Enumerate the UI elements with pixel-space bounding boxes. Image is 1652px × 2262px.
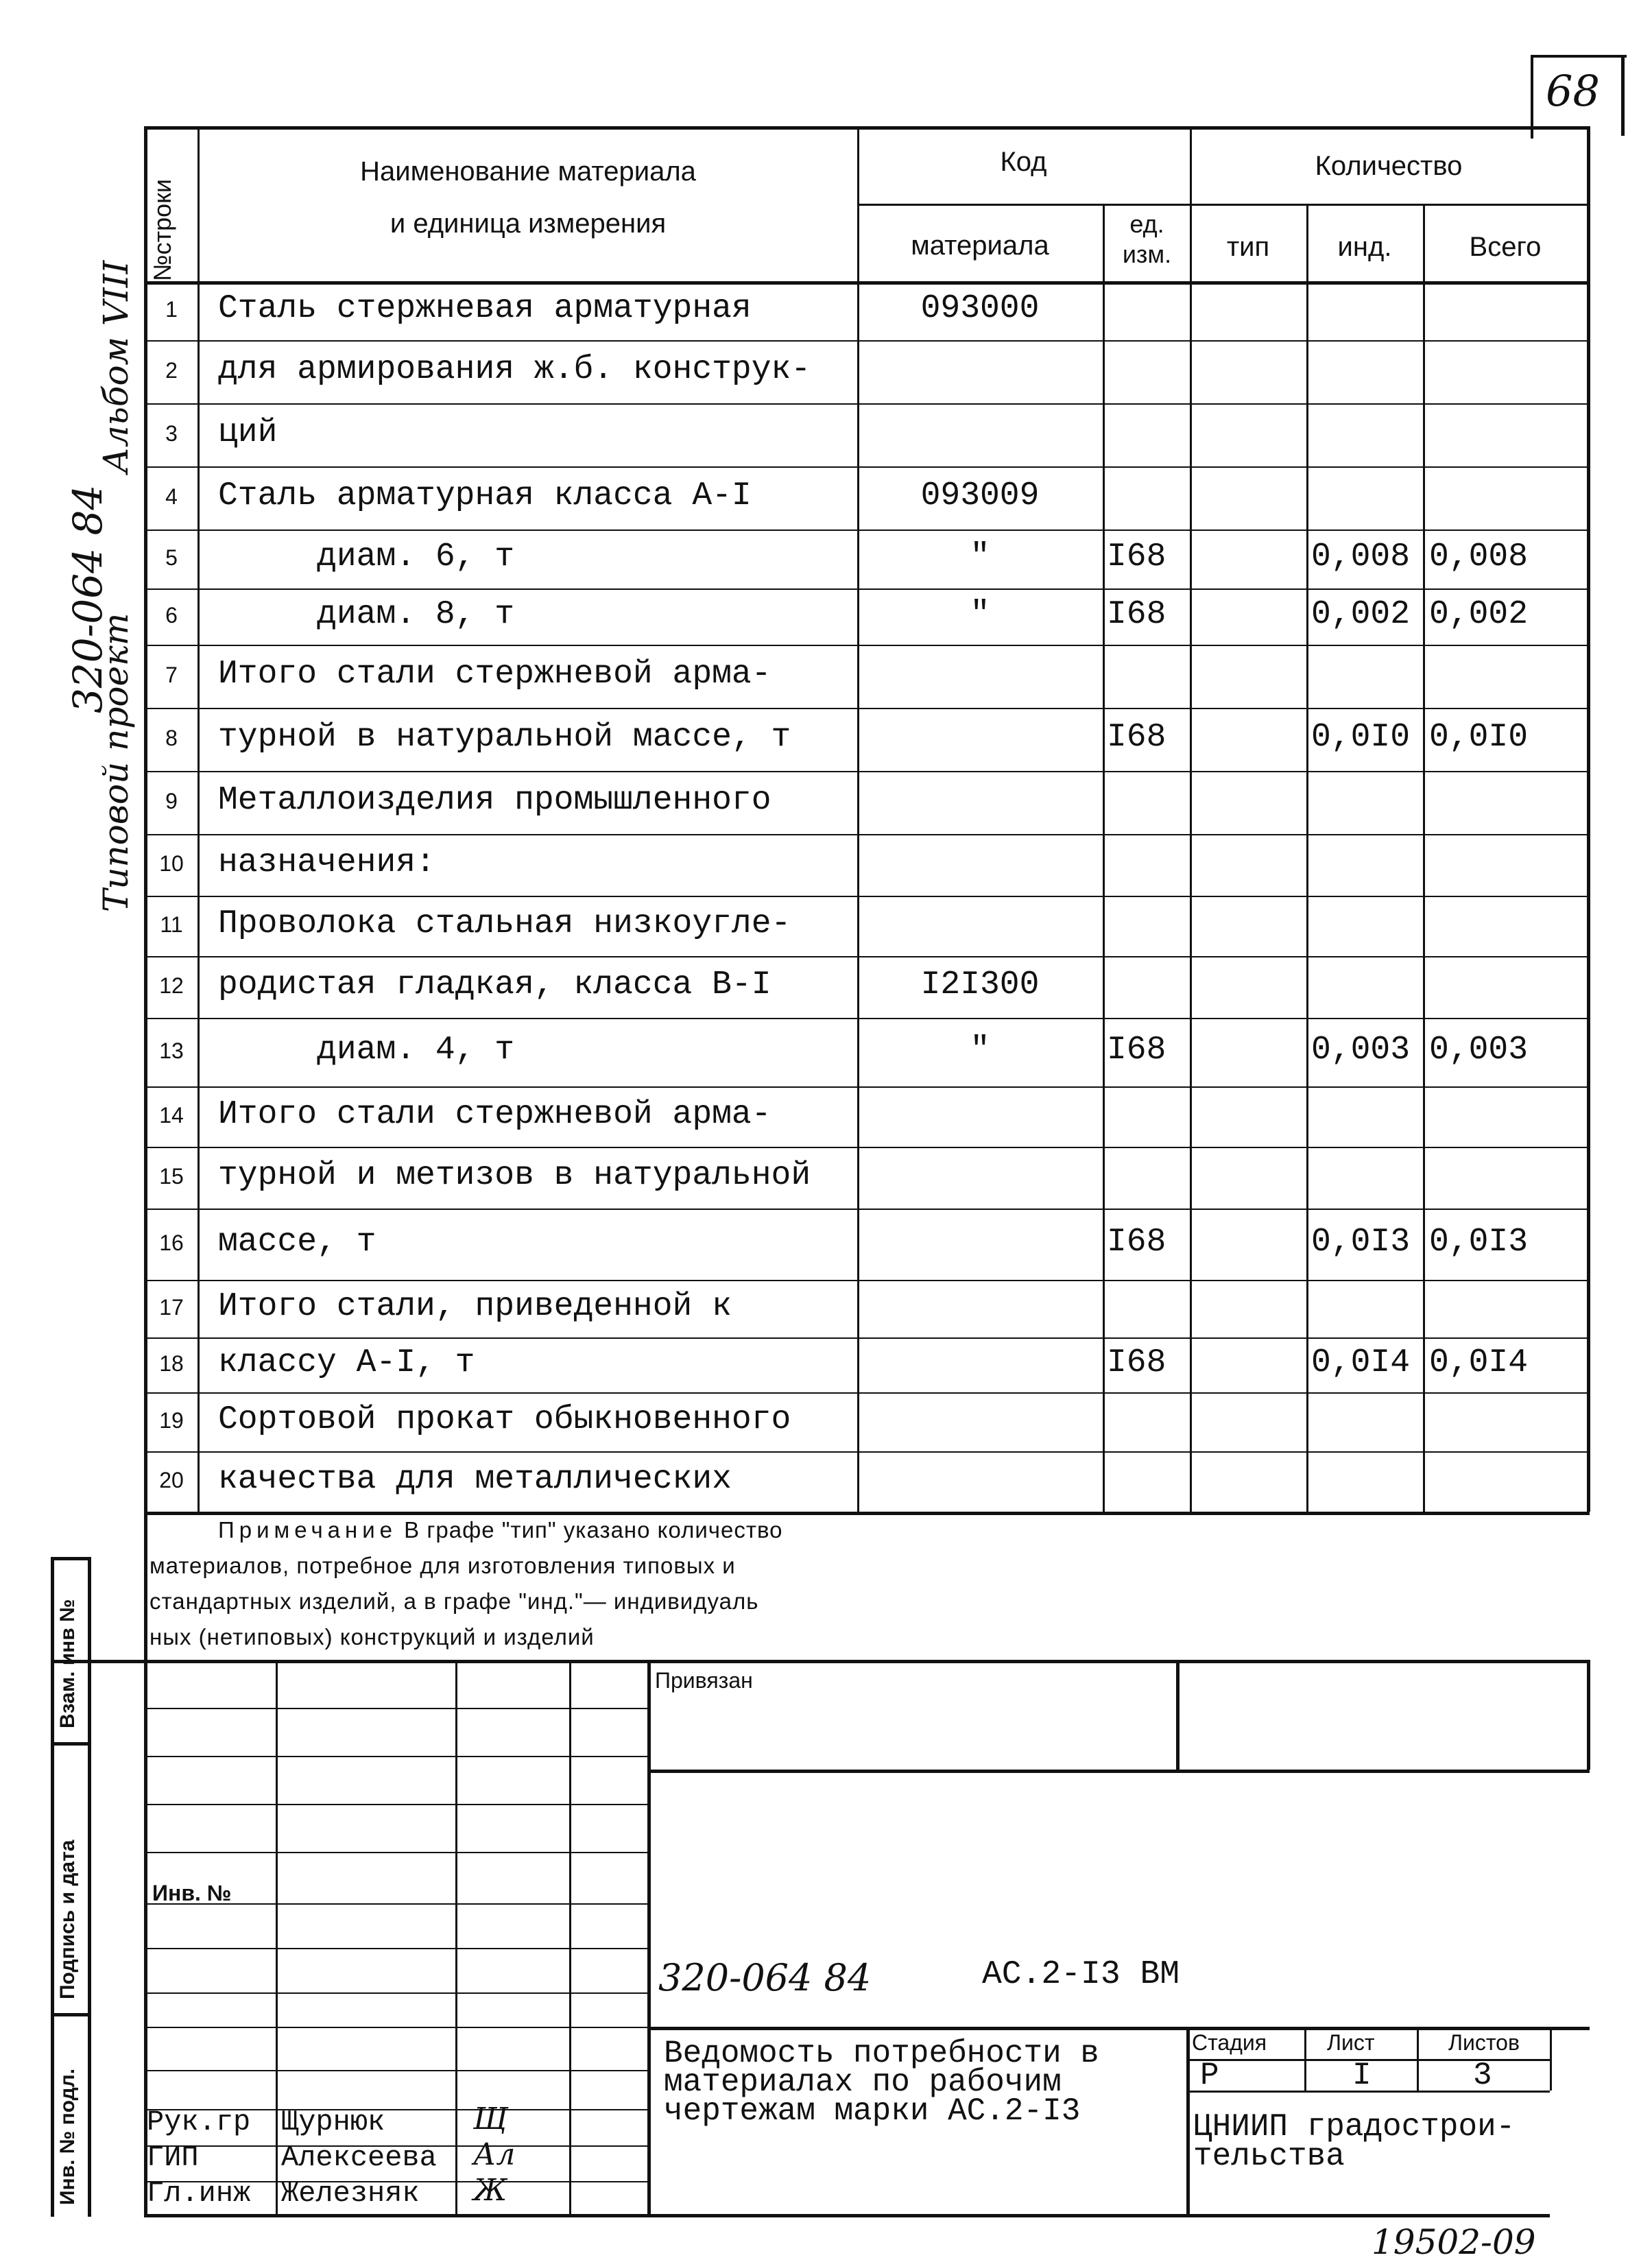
col-typ-border xyxy=(1306,204,1308,1512)
cell-name: для армирования ж.б. конструк- xyxy=(218,351,811,388)
cell-n: 13 xyxy=(159,1038,184,1063)
signer-name: Железняк xyxy=(281,2177,420,2210)
margin-album: Альбом VIII xyxy=(96,260,136,473)
row-divider xyxy=(144,834,1588,835)
table-right-border xyxy=(1587,126,1590,1512)
row-divider xyxy=(144,1337,1588,1339)
sheet-value: I xyxy=(1352,2058,1372,2093)
side-label-podpis: Подпись и дата xyxy=(56,1840,79,1999)
stamp-grid-row xyxy=(144,1804,647,1805)
side-label-vzam: Взам. инв № xyxy=(56,1599,79,1728)
stage-col1 xyxy=(1304,2027,1306,2091)
cell-name: Сталь стержневая арматурная xyxy=(218,290,752,327)
cell-unit: I68 xyxy=(1107,596,1166,633)
stamp-grid-col1 xyxy=(276,1660,278,2217)
cell-name: Итого стали стержневой арма- xyxy=(218,656,771,693)
cell-name: родистая гладкая, класса В-I xyxy=(218,966,771,1003)
stage-col3 xyxy=(1550,2027,1552,2091)
cell-name: диам. 4, т xyxy=(218,1032,515,1069)
row-divider xyxy=(144,1280,1588,1281)
signature: Ал xyxy=(473,2137,516,2172)
cell-code: I2I300 xyxy=(920,966,1040,1003)
cell-n: 14 xyxy=(159,1103,184,1128)
row-divider xyxy=(144,956,1588,957)
cell-unit: I68 xyxy=(1107,719,1166,756)
cell-ind: 0,0I3 xyxy=(1311,1224,1411,1261)
cell-code: 093009 xyxy=(920,477,1040,514)
stage-value: Р xyxy=(1200,2058,1219,2093)
cell-name: Сортовой прокат обыкновенного xyxy=(218,1401,791,1438)
org-line2: тельства xyxy=(1193,2139,1345,2174)
cell-n: 1 xyxy=(165,297,178,322)
signature: Щ xyxy=(473,2102,508,2136)
header-name-line1: Наименование материала xyxy=(360,156,696,187)
stamp-top-border xyxy=(51,1660,1590,1663)
col-unit-border xyxy=(1190,126,1192,1512)
stamp-grid-row xyxy=(144,1708,647,1709)
cell-name: Металлоизделия промышленного xyxy=(218,782,771,819)
table-top-border xyxy=(144,126,1590,130)
stamp-right-border-top xyxy=(1587,1660,1590,1770)
header-total: Всего xyxy=(1469,232,1542,262)
note-title-word: Примечание xyxy=(218,1517,398,1543)
cell-total: 0,0I4 xyxy=(1429,1344,1529,1381)
header-ind: инд. xyxy=(1337,232,1392,262)
cell-name: турной и метизов в натуральной xyxy=(218,1157,811,1194)
cell-ind: 0,002 xyxy=(1311,596,1411,633)
signature: Ж xyxy=(473,2173,507,2208)
sheets-value: 3 xyxy=(1473,2058,1492,2093)
cell-n: 18 xyxy=(159,1351,184,1376)
cell-name: Сталь арматурная класса А-I xyxy=(218,477,752,514)
signer-role: ГИП xyxy=(147,2141,199,2174)
cell-ind: 0,008 xyxy=(1311,538,1411,575)
cell-total: 0,0I3 xyxy=(1429,1224,1529,1261)
col-code-border xyxy=(1103,204,1105,1512)
doc-number-handwritten: 320-064 84 xyxy=(658,1956,872,1999)
row-divider xyxy=(144,1147,1588,1148)
stamp-grid-row xyxy=(144,1992,647,1994)
stage-col2 xyxy=(1417,2027,1419,2091)
org-line1: ЦНИИП градострои- xyxy=(1193,2109,1516,2145)
page-number-box-edge xyxy=(1621,55,1625,136)
cell-name: Проволока стальная низкоугле- xyxy=(218,905,791,942)
row-divider xyxy=(144,588,1588,590)
cell-n: 9 xyxy=(165,789,178,813)
header-split-line xyxy=(857,204,1590,206)
page-number: 68 xyxy=(1546,66,1600,116)
row-divider xyxy=(144,708,1588,709)
cell-n: 20 xyxy=(159,1468,184,1492)
stamp-grid-col2 xyxy=(455,1660,457,2217)
cell-code: " xyxy=(970,538,990,575)
archive-number: 19502-09 xyxy=(1372,2222,1536,2262)
side-strip-top xyxy=(51,1557,88,1560)
note-line3: стандартных изделий, а в графе "инд."— индивидуаль xyxy=(149,1588,759,1614)
header-unit-line1: ед. xyxy=(1129,210,1164,238)
side-strip-sep2 xyxy=(51,2013,88,2016)
stamp-grid-row xyxy=(144,2027,647,2028)
cell-name: качества для металлических xyxy=(218,1461,732,1498)
signer-name: Щурнюк xyxy=(281,2106,385,2139)
note-line4: ных (нетиповых) конструкций и изделий xyxy=(149,1624,595,1650)
side-strip-inner xyxy=(88,1557,91,2217)
note-title xyxy=(218,1517,782,1543)
row-divider xyxy=(144,1451,1588,1453)
header-quantity: Количество xyxy=(1315,151,1463,181)
title-line2: материалах по рабочим xyxy=(664,2064,1062,2100)
margin-project-number: 320-064 84 xyxy=(64,484,111,713)
row-divider xyxy=(144,403,1588,405)
cell-n: 2 xyxy=(165,358,178,383)
col-name-border xyxy=(857,126,859,1512)
cell-unit: I68 xyxy=(1107,538,1166,575)
row-divider xyxy=(144,896,1588,897)
note-line2: материалов, потребное для изготовления типовых и xyxy=(149,1553,736,1578)
cell-n: 4 xyxy=(165,484,178,509)
privyazan-bottom-border xyxy=(647,1770,1590,1773)
header-row-number: №строки xyxy=(148,178,176,281)
cell-n: 11 xyxy=(160,912,183,937)
cell-unit: I68 xyxy=(1107,1344,1166,1381)
cell-ind: 0,003 xyxy=(1311,1032,1411,1069)
cell-n: 3 xyxy=(165,421,178,446)
stage-block-left xyxy=(1186,2027,1190,2217)
cell-name: классу А-I, т xyxy=(218,1344,475,1381)
header-typ: тип xyxy=(1226,232,1270,262)
cell-n: 5 xyxy=(165,545,178,570)
privyazan-label: Привязан xyxy=(655,1668,753,1693)
cell-n: 17 xyxy=(159,1295,184,1320)
sheet-label: Лист xyxy=(1327,2030,1375,2055)
side-strip-sep1 xyxy=(51,1742,88,1746)
cell-unit: I68 xyxy=(1107,1032,1166,1069)
cell-ind: 0,0I0 xyxy=(1311,719,1411,756)
side-strip-left xyxy=(51,1557,54,2217)
inv-no-label: Инв. № xyxy=(152,1881,232,1905)
cell-name: турной в натуральной массе, т xyxy=(218,719,791,756)
header-name-line2: и единица измерения xyxy=(390,209,667,239)
cell-n: 15 xyxy=(159,1164,184,1189)
cell-n: 7 xyxy=(165,663,178,687)
cell-name: Итого стали, приведенной к xyxy=(218,1288,732,1325)
sheets-label: Листов xyxy=(1448,2030,1520,2055)
cell-name: назначения: xyxy=(218,844,435,881)
row-divider xyxy=(144,771,1588,772)
stamp-grid-row xyxy=(144,1852,647,1853)
header-bottom-border xyxy=(144,281,1590,285)
signer-role: Рук.гр xyxy=(147,2106,251,2139)
row-divider xyxy=(144,1086,1588,1088)
cell-total: 0,002 xyxy=(1429,596,1529,633)
header-material: материала xyxy=(911,230,1049,261)
stamp-grid-row xyxy=(144,1756,647,1757)
cell-n: 6 xyxy=(165,603,178,628)
cell-n: 19 xyxy=(159,1408,184,1433)
cell-name: диам. 8, т xyxy=(218,596,515,633)
stamp-grid-row xyxy=(144,2070,647,2071)
title-line1: Ведомость потребности в xyxy=(664,2036,1099,2071)
cell-name: массе, т xyxy=(218,1224,376,1261)
cell-ind: 0,0I4 xyxy=(1311,1344,1411,1381)
cell-name: ций xyxy=(218,414,278,451)
cell-n: 10 xyxy=(159,851,184,876)
row-divider xyxy=(144,1392,1588,1394)
row-divider xyxy=(144,645,1588,646)
row-divider xyxy=(144,529,1588,531)
cell-n: 12 xyxy=(159,973,184,998)
stamp-grid-col3 xyxy=(569,1660,571,2217)
header-unit-line2: изм. xyxy=(1122,240,1172,268)
row-divider xyxy=(144,1209,1588,1210)
stamp-grid-row xyxy=(144,1948,647,1949)
cell-total: 0,0I0 xyxy=(1429,719,1529,756)
note-top-border xyxy=(144,1512,1590,1515)
header-code: Код xyxy=(1000,147,1047,177)
doc-code: АС.2-I3 ВМ xyxy=(982,1956,1180,1993)
title-line3: чертежам марки АС.2-I3 xyxy=(664,2093,1081,2129)
cell-code: " xyxy=(970,1032,990,1069)
signer-role: Гл.инж xyxy=(147,2177,251,2210)
margin-typovoy: Типовой проект xyxy=(96,612,136,912)
privyazan-split xyxy=(1176,1660,1180,1770)
stamp-grid-right xyxy=(647,1660,651,2217)
signer-name: Алексеева xyxy=(281,2141,437,2174)
row-divider xyxy=(144,466,1588,468)
cell-code: 093000 xyxy=(920,290,1040,327)
row-divider xyxy=(144,340,1588,342)
stamp-bottom-border xyxy=(144,2214,1550,2217)
cell-n: 8 xyxy=(165,726,178,750)
stage-label: Стадия xyxy=(1192,2030,1267,2055)
col-ind-border xyxy=(1423,204,1425,1512)
cell-n: 16 xyxy=(159,1230,184,1255)
side-label-inv-podl: Инв. № подл. xyxy=(56,2068,79,2205)
note-line1: В графе "тип" указано количество xyxy=(397,1517,783,1543)
cell-name: диам. 6, т xyxy=(218,538,515,575)
cell-unit: I68 xyxy=(1107,1224,1166,1261)
cell-code: " xyxy=(970,596,990,633)
cell-total: 0,008 xyxy=(1429,538,1529,575)
cell-total: 0,003 xyxy=(1429,1032,1529,1069)
row-divider xyxy=(144,1018,1588,1019)
cell-name: Итого стали стержневой арма- xyxy=(218,1096,771,1133)
